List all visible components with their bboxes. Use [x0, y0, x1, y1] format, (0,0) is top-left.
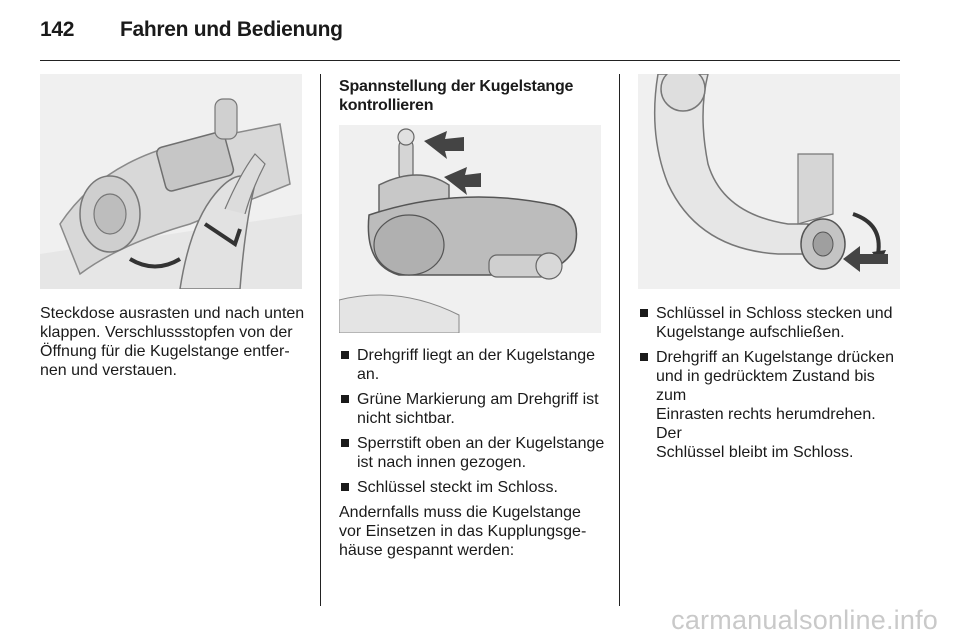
column-divider-2	[619, 74, 620, 606]
tow-ball-tension-check-illustration-icon	[339, 125, 601, 333]
col2-line-2: vor Einsetzen in das Kupplungsge-	[339, 523, 587, 540]
figure-key-lock	[638, 74, 900, 289]
watermark: carmanualsonline.info	[671, 605, 938, 635]
socket-removal-illustration-icon	[40, 74, 302, 289]
list-item: Schlüssel in Schloss stecken und Kugelstange aufschließen.	[638, 304, 904, 342]
check-list	[339, 346, 611, 497]
col1-line-2: klappen. Verschlussstopfen von der	[40, 324, 293, 341]
bullet-square-icon	[341, 439, 349, 447]
bullet-square-icon	[341, 351, 349, 359]
col3-text	[638, 304, 904, 468]
instruction-list	[638, 304, 904, 462]
list-item: Grüne Markierung am Drehgriff ist nicht sichtbar.	[339, 390, 611, 428]
col1-paragraph	[40, 304, 312, 380]
col2-line-3: häuse gespannt werden:	[339, 542, 515, 559]
page-number: 142	[40, 18, 75, 41]
col1-line-1: Steckdose ausrasten und nach unten	[40, 305, 305, 322]
col2-text	[339, 346, 611, 560]
figure-socket-removal	[40, 74, 302, 289]
bullet-square-icon	[341, 395, 349, 403]
tow-ball-key-lock-illustration-icon	[638, 74, 900, 289]
heading-line-2: kontrollieren	[339, 97, 434, 114]
col2-line-1: Andernfalls muss die Kugelstange	[339, 504, 581, 521]
list-item: Sperrstift oben an der Kugelstange ist nach innen gezogen.	[339, 434, 611, 472]
col2-heading-block	[339, 77, 609, 115]
list-item: Drehgriff an Kugelstange drücken und in gedrücktem Zustand bis zum Einrasten rechts herumdrehen. Der Schlüssel bleibt im Schloss.	[638, 348, 904, 462]
col1-text	[40, 304, 312, 380]
column-divider-1	[320, 74, 321, 606]
heading-line-1: Spannstellung der Kugelstange	[339, 78, 574, 95]
col1-line-4: nen und verstauen.	[40, 362, 177, 379]
bullet-square-icon	[341, 483, 349, 491]
header-rule	[40, 60, 900, 61]
figure-tension-check	[339, 125, 601, 333]
col2-paragraph	[339, 503, 611, 560]
page-title: Fahren und Bedienung	[120, 18, 343, 41]
col1-line-3: Öffnung für die Kugelstange entfer-	[40, 343, 290, 360]
bullet-square-icon	[640, 353, 648, 361]
list-item: Schlüssel steckt im Schloss.	[339, 478, 611, 497]
list-item: Drehgriff liegt an der Kugelstange an.	[339, 346, 611, 384]
section-heading	[339, 77, 609, 115]
bullet-square-icon	[640, 309, 648, 317]
